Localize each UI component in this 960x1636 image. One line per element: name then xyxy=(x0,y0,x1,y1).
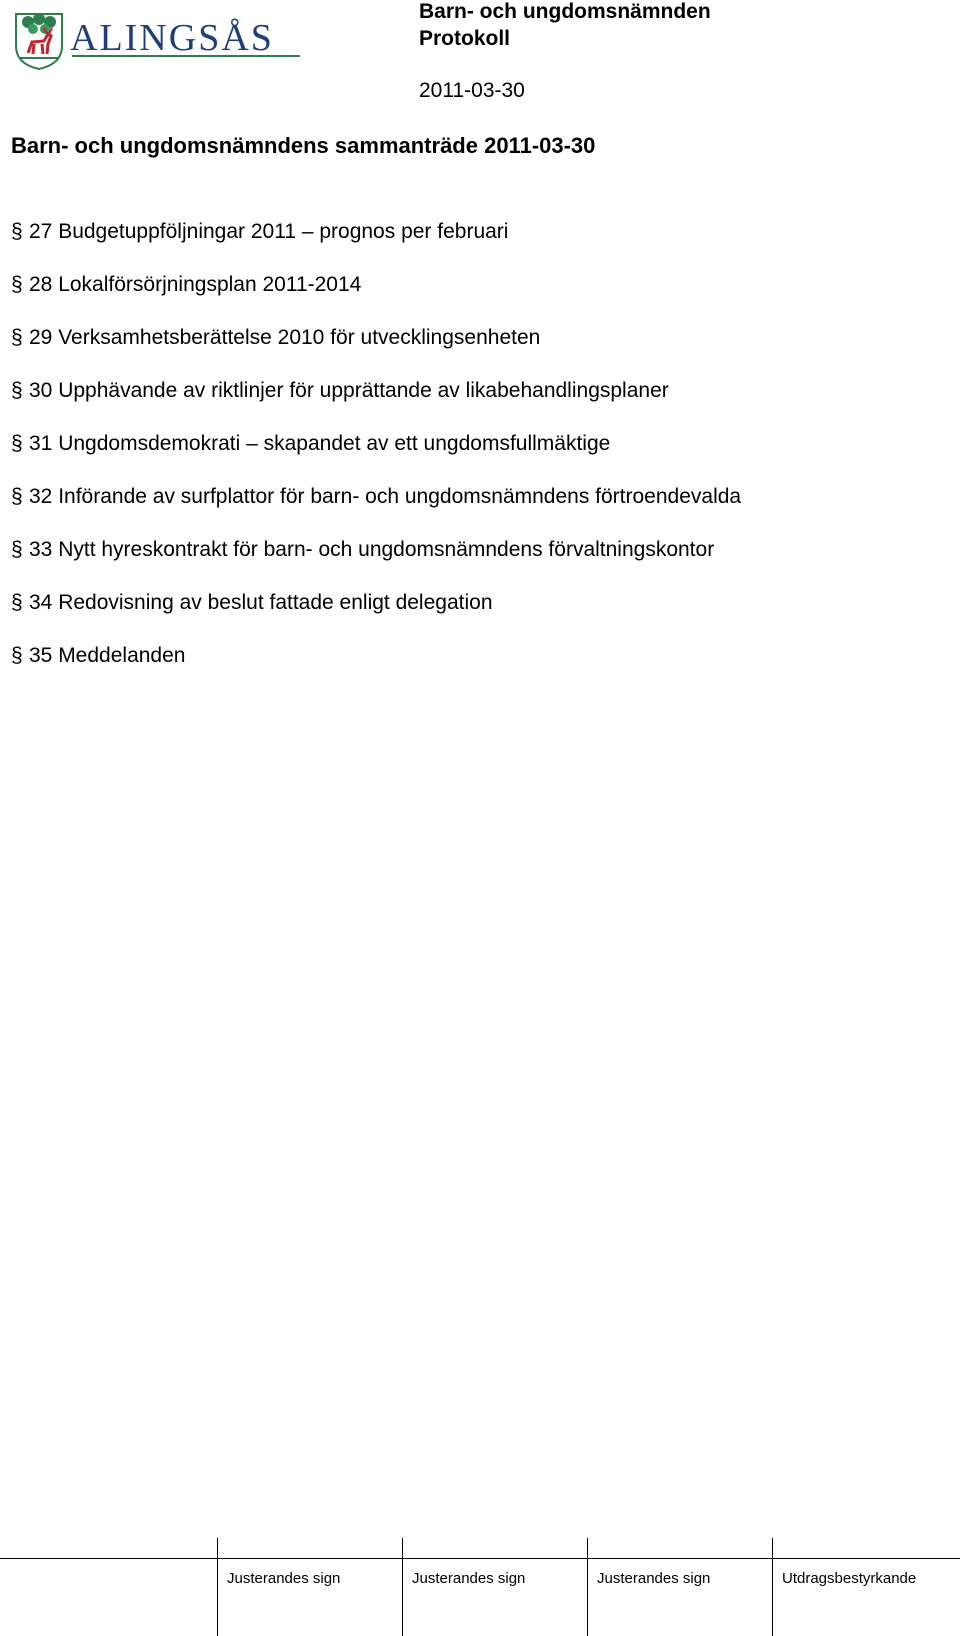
footer-column-separator xyxy=(402,1538,403,1636)
paragraph-sign: § xyxy=(11,220,23,243)
agenda-item-text: 35 Meddelanden xyxy=(29,644,186,667)
agenda-item-text: 33 Nytt hyreskontrakt för barn- och ungdomsnämndens förvaltningskontor xyxy=(29,538,715,561)
agenda-item-text: 31 Ungdomsdemokrati – skapandet av ett ungdomsfullmäktige xyxy=(29,432,611,455)
municipality-logo xyxy=(14,8,304,70)
signature-footer xyxy=(0,1558,960,1636)
paragraph-sign: § xyxy=(11,485,23,508)
agenda-item xyxy=(11,589,741,642)
document-date: 2011-03-30 xyxy=(419,79,525,102)
svg-text:ALINGSÅS: ALINGSÅS xyxy=(70,17,274,59)
agenda-item-text: 29 Verksamhetsberättelse 2010 för utvecklingsenheten xyxy=(29,326,541,349)
footer-column-separator xyxy=(217,1538,218,1636)
agenda-item-text: 28 Lokalförsörjningsplan 2011-2014 xyxy=(29,273,362,296)
signature-field-1: Justerandes sign xyxy=(227,1570,341,1587)
agenda-item xyxy=(11,430,741,483)
paragraph-sign: § xyxy=(11,379,23,402)
agenda-item xyxy=(11,536,741,589)
agenda-item-text: 30 Upphävande av riktlinjer för upprättande av likabehandlingsplaner xyxy=(29,379,669,402)
paragraph-sign: § xyxy=(11,644,23,667)
agenda-item xyxy=(11,377,741,430)
agenda-item-text: 34 Redovisning av beslut fattade enligt delegation xyxy=(29,591,493,614)
agenda-item xyxy=(11,483,741,536)
agenda-list xyxy=(11,218,741,695)
agenda-item xyxy=(11,642,741,695)
paragraph-sign: § xyxy=(11,273,23,296)
footer-column-separator xyxy=(772,1538,773,1636)
paragraph-sign: § xyxy=(11,591,23,614)
agenda-item xyxy=(11,271,741,324)
agenda-item-text: 32 Införande av surfplattor för barn- och ungdomsnämndens förtroendevalda xyxy=(29,485,742,508)
footer-column-separator xyxy=(587,1538,588,1636)
agenda-item xyxy=(11,218,741,271)
agenda-item-text: 27 Budgetuppföljningar 2011 – prognos per februari xyxy=(29,220,509,243)
paragraph-sign: § xyxy=(11,326,23,349)
paragraph-sign: § xyxy=(11,538,23,561)
alingsas-crest-icon xyxy=(14,8,304,70)
certification-field: Utdragsbestyrkande xyxy=(782,1570,917,1587)
page-title: Barn- och ungdomsnämndens sammanträde 2011-03-30 xyxy=(11,133,596,158)
signature-field-2: Justerandes sign xyxy=(412,1570,526,1587)
signature-field-3: Justerandes sign xyxy=(597,1570,711,1587)
committee-name: Barn- och ungdomsnämnden xyxy=(419,0,711,23)
agenda-item xyxy=(11,324,741,377)
footer-divider xyxy=(0,1558,960,1559)
paragraph-sign: § xyxy=(11,432,23,455)
document-type: Protokoll xyxy=(419,27,511,50)
